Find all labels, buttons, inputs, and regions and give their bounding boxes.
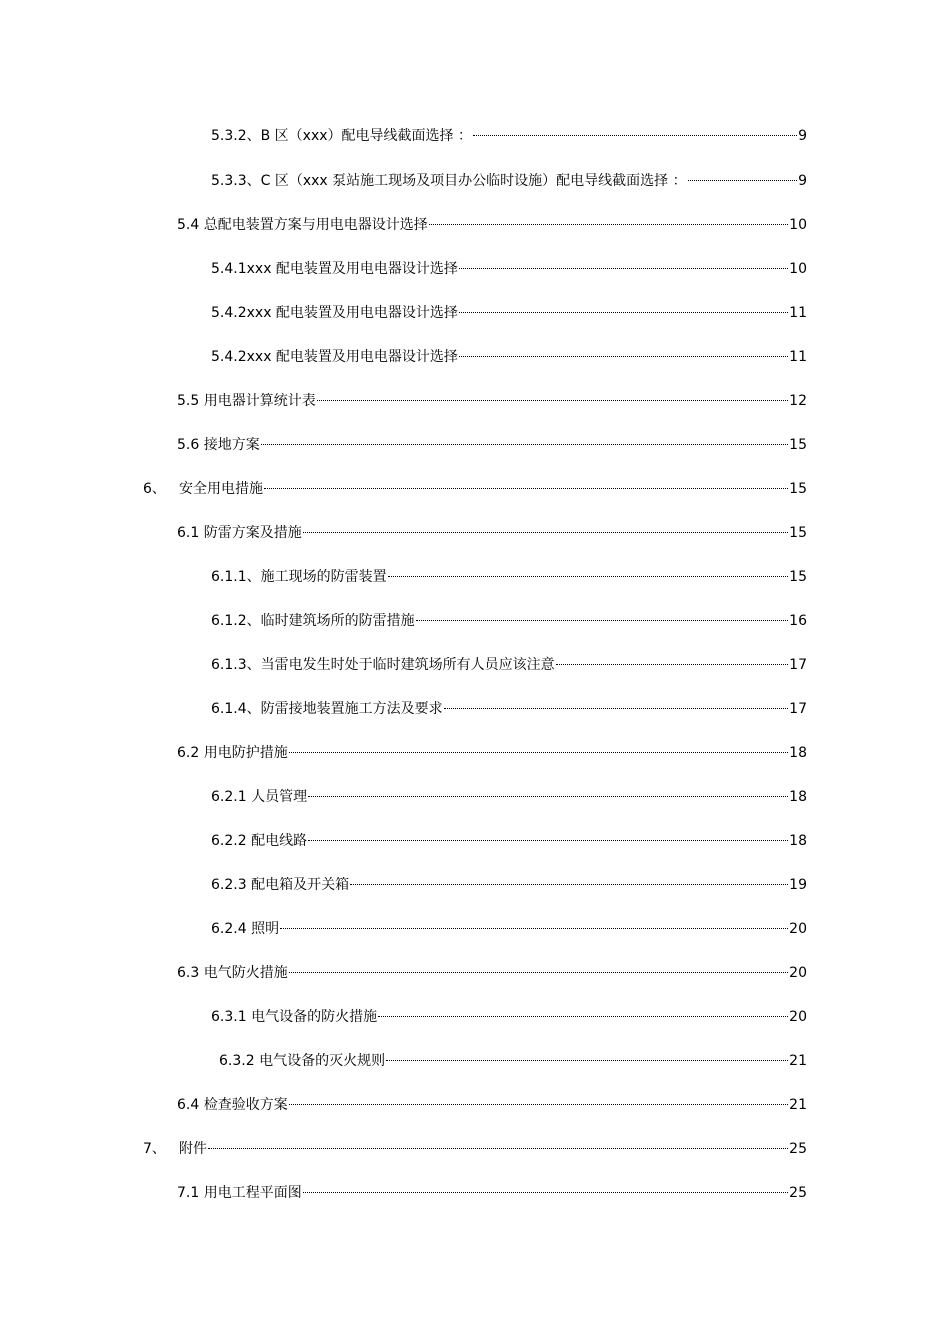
toc-leader <box>303 1192 788 1193</box>
toc-page-number: 25 <box>789 1141 807 1157</box>
toc-leader <box>280 928 788 929</box>
toc-leader <box>556 664 789 665</box>
toc-entry-6-1-4[interactable] <box>211 697 807 721</box>
toc-page-number: 11 <box>789 349 807 365</box>
toc-page-number: 21 <box>789 1053 807 1069</box>
toc-entry-text: 5.5 用电器计算统计表 <box>177 393 316 409</box>
toc-chapter-number: 7、 <box>143 1141 166 1157</box>
toc-leader <box>459 312 788 313</box>
toc-entry-text: 5.4.2xxx 配电装置及用电电器设计选择 <box>211 349 458 365</box>
toc-entry-text: 6.2.3 配电箱及开关箱 <box>211 877 350 893</box>
toc-page-number: 15 <box>789 437 807 453</box>
toc-page-number: 18 <box>789 745 807 761</box>
toc-entry-5-4-2b[interactable] <box>211 345 807 369</box>
toc-entry-text: 6.1.2、临时建筑场所的防雷措施 <box>211 613 415 629</box>
toc-entry-text: 6.2 用电防护措施 <box>177 745 288 761</box>
toc-page-number: 15 <box>789 525 807 541</box>
toc-entry-6-2-2[interactable] <box>211 829 807 853</box>
toc-leader <box>459 268 788 269</box>
toc-entry-6-1-3[interactable] <box>211 653 807 677</box>
toc-page-number: 11 <box>789 305 807 321</box>
toc-page-number: 20 <box>789 1009 807 1025</box>
toc-entry-text: 附件 <box>179 1141 207 1157</box>
toc-page-number: 12 <box>789 393 807 409</box>
toc-leader <box>261 444 788 445</box>
toc-entry-6-2-1[interactable] <box>211 785 807 809</box>
toc-page-number: 15 <box>789 569 807 585</box>
toc-leader <box>289 1104 788 1105</box>
toc-leader <box>459 356 788 357</box>
toc-page-number: 17 <box>789 657 807 673</box>
toc-entry-5-5[interactable] <box>177 389 807 413</box>
toc-entry-text: 5.4.2xxx 配电装置及用电电器设计选择 <box>211 305 458 321</box>
toc-leader <box>308 840 788 841</box>
toc-entry-text: 5.6 接地方案 <box>177 437 260 453</box>
toc-entry-5-3-3[interactable] <box>211 169 807 193</box>
toc-entry-text: 6.2.1 人员管理 <box>211 789 308 805</box>
toc-leader <box>416 620 789 621</box>
toc-page-number: 18 <box>789 789 807 805</box>
toc-leader <box>378 1016 788 1017</box>
toc-leader <box>303 532 788 533</box>
toc-entry-text: 6.1.1、施工现场的防雷装置 <box>211 569 387 585</box>
toc-entry-6-2-3[interactable] <box>211 873 807 897</box>
toc-page-number: 21 <box>789 1097 807 1113</box>
toc-page-number: 25 <box>789 1185 807 1201</box>
toc-entry-text: 5.4 总配电装置方案与用电电器设计选择 <box>177 217 428 233</box>
toc-page-number: 18 <box>789 833 807 849</box>
toc-entry-6-1[interactable] <box>177 521 807 545</box>
toc-entry-text: 6.1.3、当雷电发生时处于临时建筑场所有人员应该注意 <box>211 657 555 673</box>
toc-entry-6-2-4[interactable] <box>211 917 807 941</box>
toc-entry-text: 5.3.3、C 区（xxx 泵站施工现场及项目办公临时设施）配电导线截面选择 ： <box>211 173 687 189</box>
toc-page-number: 19 <box>789 877 807 893</box>
toc-entry-text: 7.1 用电工程平面图 <box>177 1185 302 1201</box>
toc-entry-text: 6.1 防雷方案及措施 <box>177 525 302 541</box>
toc-leader <box>264 488 788 489</box>
toc-page-number: 16 <box>789 613 807 629</box>
toc-entry-text: 安全用电措施 <box>179 481 263 497</box>
toc-page-number: 10 <box>789 217 807 233</box>
toc-entry-text: 6.4 检查验收方案 <box>177 1097 288 1113</box>
toc-page-number: 9 <box>798 128 807 144</box>
toc-entry-7-1[interactable] <box>177 1181 807 1205</box>
toc-entry-text: 6.3.2 电气设备的灭火规则 <box>219 1053 386 1069</box>
toc-entry-chapter-7[interactable] <box>143 1137 807 1161</box>
toc-entry-5-6[interactable] <box>177 433 807 457</box>
toc-entry-text: 5.3.2、B 区（xxx）配电导线截面选择 ： <box>211 128 472 144</box>
toc-leader <box>289 752 788 753</box>
toc-leader <box>473 135 797 136</box>
toc-entry-6-3-2[interactable] <box>219 1049 807 1073</box>
toc-leader <box>208 1148 788 1149</box>
toc-entry-text: 6.2.2 配电线路 <box>211 833 308 849</box>
toc-page-number: 20 <box>789 921 807 937</box>
toc-page-number: 17 <box>789 701 807 717</box>
toc-entry-text: 6.1.4、防雷接地装置施工方法及要求 <box>211 701 443 717</box>
toc-entry-6-3-1[interactable] <box>211 1005 807 1029</box>
toc-leader <box>386 1060 788 1061</box>
toc-entry-5-4-2a[interactable] <box>211 301 807 325</box>
toc-entry-chapter-6[interactable] <box>143 477 807 501</box>
toc-entry-text: 5.4.1xxx 配电装置及用电电器设计选择 <box>211 261 458 277</box>
toc-leader <box>388 576 789 577</box>
toc-entry-5-4-1[interactable] <box>211 257 807 281</box>
toc-entry-6-3[interactable] <box>177 961 807 985</box>
toc-entry-text: 6.2.4 照明 <box>211 921 280 937</box>
toc-leader <box>429 224 788 225</box>
toc-entry-6-1-1[interactable] <box>211 565 807 589</box>
toc-entry-6-1-2[interactable] <box>211 609 807 633</box>
toc-page-number: 15 <box>789 481 807 497</box>
toc-entry-text: 6.3 电气防火措施 <box>177 965 288 981</box>
toc-leader <box>317 400 788 401</box>
toc-leader <box>688 180 797 181</box>
toc-page-number: 20 <box>789 965 807 981</box>
toc-leader <box>308 796 788 797</box>
toc-entry-5-3-2[interactable] <box>211 124 807 148</box>
toc-entry-6-4[interactable] <box>177 1093 807 1117</box>
toc-chapter-number: 6、 <box>143 481 166 497</box>
toc-entry-text: 6.3.1 电气设备的防火措施 <box>211 1009 378 1025</box>
toc-leader <box>289 972 788 973</box>
toc-leader <box>444 708 789 709</box>
toc-leader <box>350 884 788 885</box>
toc-entry-6-2[interactable] <box>177 741 807 765</box>
toc-entry-5-4[interactable] <box>177 213 807 237</box>
toc-page-number: 9 <box>798 173 807 189</box>
toc-page-number: 10 <box>789 261 807 277</box>
